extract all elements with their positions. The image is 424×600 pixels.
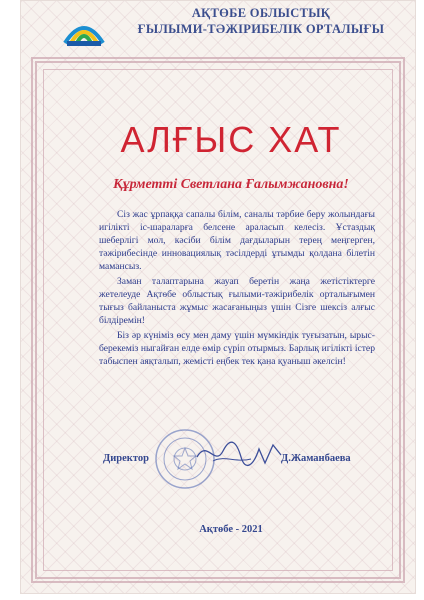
director-label: Директор [103, 453, 149, 464]
handwritten-signature-icon [193, 433, 285, 473]
letter-body [99, 208, 375, 370]
org-line-2: ҒЫЛЫМИ-ТӘЖІРИБЕЛІК ОРТАЛЫҒЫ [137, 22, 385, 36]
salutation: Құрметті Светлана Ғалымжановна! [113, 177, 349, 192]
place-year: Ақтөбе - 2021 [199, 524, 263, 535]
org-line-1: АҚТӨБЕ ОБЛЫСТЫҚ [191, 6, 331, 20]
center-logo-icon [61, 7, 107, 49]
document-title: АЛҒЫС ХАТ [120, 119, 342, 160]
paragraph-2: Заман талаптарына жауап беретін жаңа жетістіктерге жетелеуде Ақтөбе облыстық ғылыми-тәжірибелік орталығымен тығыз байланыста жұмыс жасағаныңыз үшін Сізге шексіз алғыс білдіремін! [99, 276, 375, 326]
certificate-sheet [20, 0, 416, 594]
paragraph-3: Біз әр күніміз өсу мен даму үшін мүмкіндік туғызатын, ырыс-берекеміз ныгайған елде өмір сүріп отырмыз. Барлық игілікті істер табыспен аяқталып, жемісті еңбек тек қана қуаныш әкелсін! [99, 330, 375, 367]
organization-name [121, 5, 401, 37]
paragraph-1: Сіз жас ұрпаққа сапалы білім, саналы тәрбие беру жолындағы игілікті іс-шараларға белсене араласып келесіз. Ұстаздық шеберлігі мол, кәсіби білім дағдыларын терең меңгерген, тәжірибесінде инновациялық тәсілдерді ұтымды қолдана білетін мамансыз. [99, 209, 375, 272]
director-name: Д.Жаманбаева [281, 453, 351, 464]
